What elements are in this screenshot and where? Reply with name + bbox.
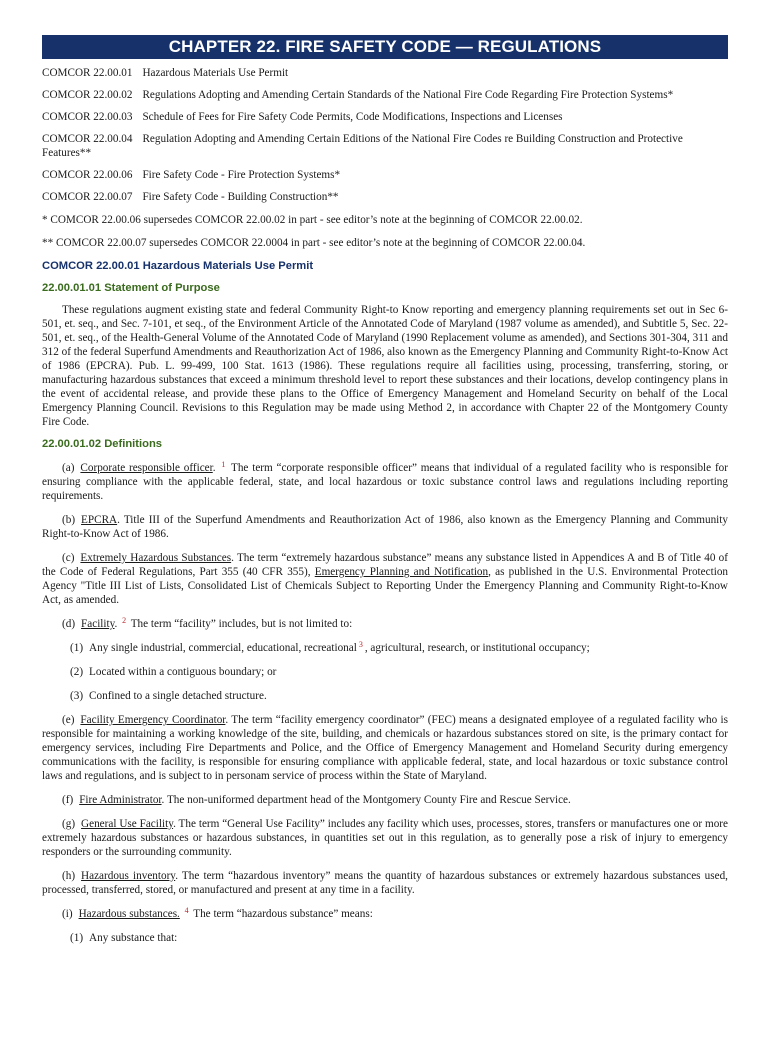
- toc-code: COMCOR 22.00.02: [42, 89, 133, 101]
- definition-text: The term “corporate responsible officer” means that individual of a regulated facility who is responsible for ensuring compliance with the applicable federal, state, and local hazardous or toxic substance control laws and regulations including reporting requirements.: [42, 462, 728, 502]
- definition-c: [42, 551, 728, 607]
- definition-i: [42, 907, 728, 921]
- toc-entry[interactable]: [42, 168, 728, 182]
- toc-entry[interactable]: [42, 190, 728, 204]
- item-label: (1): [70, 642, 84, 654]
- definition-label: (c): [62, 552, 75, 564]
- list-item: [42, 641, 728, 655]
- definition-term: Fire Administrator: [79, 794, 162, 806]
- item-text: Any single industrial, commercial, educational, recreational: [89, 642, 357, 654]
- footnote-ref[interactable]: 4: [184, 906, 189, 915]
- definition-text: . The term “General Use Facility” includes any facility which uses, processes, stores, transfers or manufactures one or more extremely hazardous substances or hazardous substances, in quantities set out in this regulation, as to generally pose a risk of injury to emergency responders or the surrounding community.: [42, 818, 728, 858]
- item-text: Any substance that:: [89, 932, 178, 944]
- toc-entry[interactable]: [42, 66, 728, 80]
- definition-term: Facility: [81, 618, 115, 630]
- item-text: Confined to a single detached structure.: [89, 690, 267, 702]
- definition-term: Facility Emergency Coordinator: [80, 714, 226, 726]
- definition-term: Emergency Planning and Notification: [314, 566, 489, 578]
- definition-d: (d) Facility. $^2$ The term “facility” includes, but is not limited to:: [62, 616, 353, 630]
- toc-title: Hazardous Materials Use Permit: [142, 67, 289, 79]
- definition-label: (d): [62, 618, 76, 630]
- definition-label: (e): [62, 714, 75, 726]
- definition-text: , as published in the U.S. Environmental Protection Agency "Title III List of Lists, Consolidated List of Chemicals Subject to Reporting Under the Emergency Planning and Community Right-to-Know Act, as amended.: [42, 566, 729, 606]
- list-item: [42, 665, 728, 679]
- editor-note: * COMCOR 22.00.06 supersedes COMCOR 22.00.02 in part - see editor’s note at the beginning of COMCOR 22.00.02.: [42, 214, 583, 226]
- definition-text: . The non-uniformed department head of the Montgomery County Fire and Rescue Service.: [161, 794, 571, 806]
- definition-term: EPCRA: [81, 514, 118, 526]
- definition-f: [42, 793, 728, 807]
- item-label: (2): [70, 666, 84, 678]
- toc-title: Schedule of Fees for Fire Safety Code Permits, Code Modifications, Inspections and Licenses: [142, 111, 563, 123]
- definition-label: (a): [62, 462, 75, 474]
- definition-h: [42, 869, 728, 897]
- toc-code: COMCOR 22.00.06: [42, 169, 133, 181]
- table-of-contents: [42, 66, 728, 250]
- toc-title: Fire Safety Code - Fire Protection Systems*: [142, 169, 341, 181]
- definition-a: (a) Corporate responsible officer. $^1$ The term “corporate responsible officer” means that individual of a regulated facility who is responsible for ensuring compliance with the applicable federal, state, and local hazardous or toxic substance control laws and regulations including reporting requirements.: [42, 460, 728, 502]
- item-text: , agricultural, research, or institutional occupancy;: [364, 642, 590, 654]
- toc-code: COMCOR 22.00.07: [42, 191, 133, 203]
- toc-code: COMCOR 22.00.01: [42, 67, 133, 79]
- list-item: [42, 931, 728, 945]
- definition-e: [42, 713, 728, 783]
- definition-label: (g): [62, 818, 76, 830]
- toc-code: COMCOR 22.00.03: [42, 111, 133, 123]
- definition-text: . The term “hazardous inventory” means the quantity of hazardous substances or extremely hazardous substances used, processed, transferred, stored, or manufactured and present at any time in a facility.: [42, 870, 728, 896]
- section-title: COMCOR 22.00.01 Hazardous Materials Use Permit: [42, 260, 314, 272]
- definition-text: . The term “extremely hazardous substance” means any substance listed in Appendices A and B of Title 40 of the Code of Federal Regulations, Part 355 (40 CFR 355),: [42, 552, 729, 578]
- document-page: [0, 35, 770, 945]
- purpose-heading: 22.00.01.01 Statement of Purpose: [42, 282, 220, 294]
- toc-title: Regulations Adopting and Amending Certain Standards of the National Fire Code Regarding Fire Protection Systems*: [142, 89, 674, 101]
- definition-term: Corporate responsible officer: [80, 462, 213, 474]
- chapter-title: CHAPTER 22. FIRE SAFETY CODE — REGULATIONS: [42, 35, 728, 59]
- toc-title: Fire Safety Code - Building Construction**: [142, 191, 339, 203]
- definition-label: (h): [62, 870, 76, 882]
- toc-entry[interactable]: [42, 88, 728, 102]
- definition-label: (b): [62, 514, 76, 526]
- definitions-heading: 22.00.01.02 Definitions: [42, 438, 163, 450]
- definition-b: [42, 513, 728, 541]
- definition-term: Hazardous inventory: [81, 870, 176, 882]
- definition-term: Hazardous substances.: [78, 908, 180, 920]
- definition-text: The term “facility” includes, but is not limited to:: [130, 618, 353, 630]
- toc-entry[interactable]: [42, 110, 728, 124]
- definition-label: (i): [62, 908, 73, 920]
- definition-g: [42, 817, 728, 859]
- definition-text: . The term “facility emergency coordinator” (FEC) means a designated employee of a regulated facility who is responsible for maintaining a working knowledge of the site, building, and chemicals or hazardous substances stored on site, is the primary contact for emergency services, including Fire Departments and Police, and the Office of Emergency Management and Homeland Security during emergency communications with the facility, is responsible for ensuring compliance with applicable federal, state, and local hazardous or toxic substance control laws and regulations, and is subject to in personam service of process within the State of Maryland.: [42, 714, 728, 782]
- footnote-ref[interactable]: 1: [221, 460, 226, 469]
- definition-text: . Title III of the Superfund Amendments and Reauthorization Act of 1986, also known as the Emergency Planning and Community Right-to-Know Act of 1986.: [42, 514, 728, 540]
- list-item: [42, 689, 728, 703]
- toc-title: Regulation Adopting and Amending Certain Editions of the National Fire Codes re Building Construction and Protective Features**: [42, 133, 683, 159]
- definition-term: Extremely Hazardous Substances: [80, 552, 232, 564]
- item-text: Located within a contiguous boundary; or: [89, 666, 277, 678]
- toc-entry[interactable]: [42, 132, 728, 160]
- editor-note: ** COMCOR 22.00.07 supersedes COMCOR 22.0004 in part - see editor’s note at the beginning of COMCOR 22.00.04.: [42, 237, 586, 249]
- toc-code: COMCOR 22.00.04: [42, 133, 133, 145]
- item-label: (3): [70, 690, 84, 702]
- definition-term: General Use Facility: [81, 818, 174, 830]
- definition-text: The term “hazardous substance” means:: [193, 908, 373, 920]
- footnote-ref[interactable]: 2: [122, 616, 127, 625]
- item-label: (1): [70, 932, 84, 944]
- purpose-text: These regulations augment existing state and federal Community Right-to Know reporting and emergency planning requirements set out in Sec 6-501, et. seq., and Sec. 7-101, et seq., of the Environment Article of the Annotated Code of Maryland (1987 volume as amended), and Subtitle 5, Sec. 22-501, et. seq., of the Health-General Volume of the Annotated Code of Maryland (1990 Replacement volume as amended), and Sections 301-304, 311 and 312 of the federal Superfund Amendments and Reauthorization Act of 1986, also known as the Emergency Planning and Community Right-to-Know Act of 1986 (EPCRA). Pub. L. 99-499, 100 Stat. 1613 (1986). These regulations require all facilities using, processing, transferring, storing, or manufacturing hazardous substances that exceed a minimum threshold level to report these substances and their locations, develop contingency plans in the event of accidental release, and provide these plans to the Office of Emergency Management and Homeland Security on behalf of the Local Emergency Planning Council. Revisions to this Regulation may be made using Method 2, in accordance with Chapter 22 of the Montgomery County Fire Code.: [42, 304, 728, 428]
- footnote-ref[interactable]: 3: [358, 640, 363, 649]
- definition-label: (f): [62, 794, 74, 806]
